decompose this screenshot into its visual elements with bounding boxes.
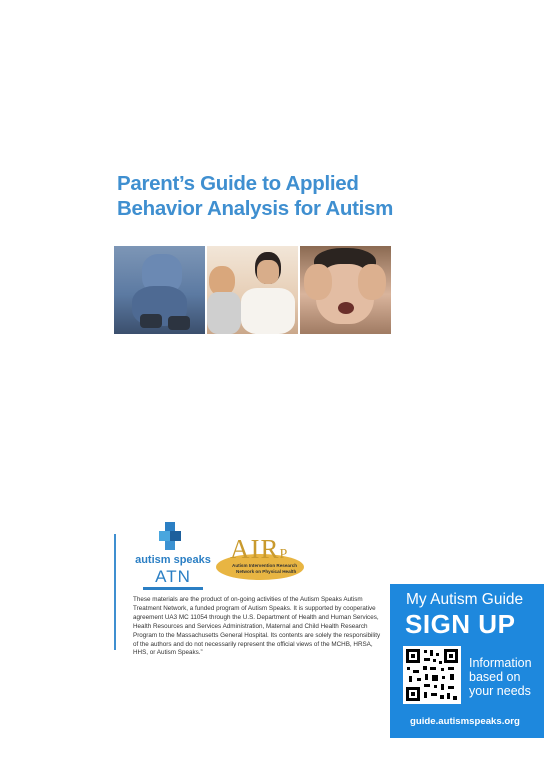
signup-info-line-1: Information	[469, 656, 532, 670]
air-letters: AIR	[230, 534, 280, 564]
title-line-1: Parent’s Guide to Applied	[117, 172, 359, 195]
photo-father-and-child	[207, 246, 298, 334]
air-tagline-2: Network on Physical Health	[236, 569, 297, 574]
document-title	[117, 171, 437, 221]
air-p-letter: P	[279, 547, 289, 562]
air-p-logo	[214, 536, 306, 582]
atn-underline	[143, 587, 203, 590]
signup-box[interactable]	[390, 584, 544, 738]
signup-cta[interactable]: SIGN UP	[405, 609, 516, 639]
qr-code-icon[interactable]	[403, 646, 461, 704]
signup-url-link[interactable]: guide.autismspeaks.org	[410, 716, 520, 727]
title-line-2: Behavior Analysis for Autism	[117, 197, 394, 220]
photo-child-crouching	[114, 246, 205, 334]
air-wordmark	[230, 534, 288, 565]
funding-disclaimer: These materials are the product of on-going activities of the Autism Speaks Autism Treatment Network, a funded program of Autism Speaks. It is supported by cooperative agreement UA3 MC 11054 through the U.S. Department of Health and Human Services, Health Resources and Services Administration, Maternal and Child Health Research Program to the Massachusetts General Hospital. Its contents are solely the responsibility of the authors and do not necessarily represent the official views of the MCHB, HRSA, HHS, or Autism Speaks.”	[133, 596, 381, 657]
photo-strip	[114, 246, 391, 334]
photo-child-covering-face	[300, 246, 391, 334]
autism-speaks-wordmark: autism speaks	[135, 554, 211, 566]
signup-info-line-3: your needs	[469, 684, 531, 698]
air-tagline-1: Autism Intervention Research	[232, 563, 298, 568]
puzzle-piece-icon	[159, 522, 181, 550]
autism-speaks-atn-logo	[133, 522, 213, 592]
signup-title: My Autism Guide	[406, 591, 524, 608]
accent-bar	[114, 534, 116, 650]
atn-wordmark: ATN	[155, 567, 191, 586]
signup-info	[469, 656, 532, 698]
signup-info-line-2: based on	[469, 670, 521, 684]
